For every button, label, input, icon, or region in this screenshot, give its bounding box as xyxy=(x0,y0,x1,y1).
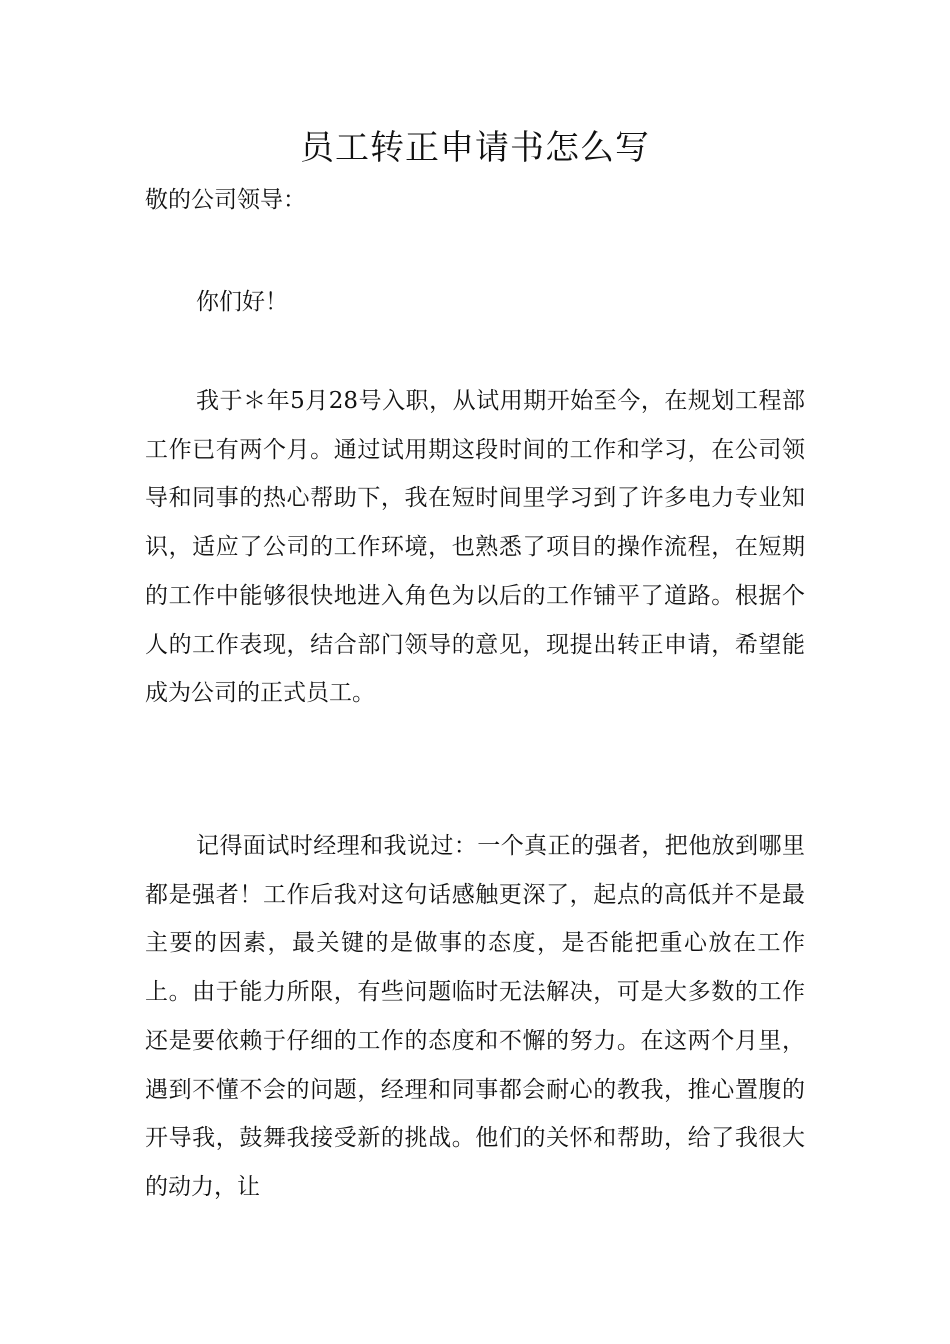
body-paragraph-2: 记得面试时经理和我说过：一个真正的强者，把他放到哪里都是强者！工作后我对这句话感触更深了，起点的高低并不是最主要的因素，最关键的是做事的态度，是否能把重心放在工作上。由于能力所限，有些问题临时无法解决，可是大多数的工作还是要依赖于仔细的工作的态度和不懈的努力。在这两个月里，遇到不懂不会的问题，经理和同事都会耐心的教我，推心置腹的开导我，鼓舞我接受新的挑战。他们的关怀和帮助，给了我很大的动力，让 xyxy=(145,833,805,1200)
body-paragraph-1: 我于＊年5月28号入职，从试用期开始至今，在规划工程部工作已有两个月。通过试用期这段时间的工作和学习，在公司领导和同事的热心帮助下，我在短时间里学习到了许多电力专业知识，适应了公司的工作环境，也熟悉了项目的操作流程，在短期的工作中能够很快地进入角色为以后的工作铺平了道路。根据个人的工作表现，结合部门领导的意见，现提出转正申请，希望能成为公司的正式员工。 xyxy=(145,388,805,707)
document-title: 员工转正申请书怎么写 xyxy=(300,128,650,168)
salutation: 敬的公司领导： xyxy=(145,187,306,213)
greeting: 你们好！ xyxy=(196,289,288,315)
